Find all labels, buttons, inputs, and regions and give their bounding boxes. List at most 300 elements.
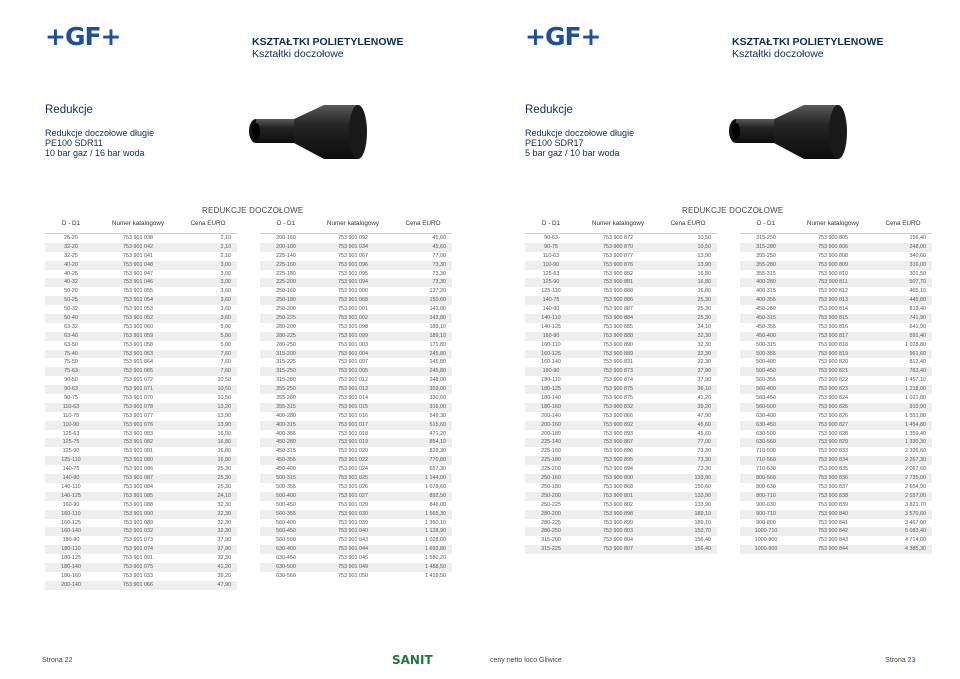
price-cell: 16,80 [217,457,231,464]
table-row [260,536,452,545]
catalog-number-cell: 753 901 074 [123,546,153,553]
table-row [740,438,932,447]
price-cell: 7,60 [220,359,231,366]
catalog-number-cell: 753 901 068 [338,297,368,304]
catalog-number-cell: 753 900 867 [603,439,633,446]
price-cell: 471,20 [429,430,446,437]
catalog-number-cell: 753 901 055 [123,288,153,295]
price-cell: 13,90 [697,261,711,268]
dimension-cell: 560-450 [276,528,296,535]
dimension-cell: 180-110 [541,377,561,384]
catalog-number-cell: 753 900 820 [818,359,848,366]
table-row [525,465,717,474]
dimension-cell: 500-315 [276,475,296,482]
dimension-cell: 1000-900 [754,546,778,553]
table-row [740,287,932,296]
dimension-cell: 315-280 [276,377,296,384]
dimension-cell: 125-90 [542,279,560,286]
catalog-number-cell: 753 900 876 [603,261,633,268]
table-row [260,243,452,252]
table-row [260,323,452,332]
table-row [260,296,452,305]
table-row [740,501,932,510]
price-cell: 5,00 [220,332,231,339]
catalog-number-cell: 753 901 094 [338,279,368,286]
catalog-number-cell: 753 900 835 [818,466,848,473]
dimension-cell: 140-110 [61,483,81,490]
price-cell: 10,50 [697,235,711,241]
dimension-cell: 315-280 [756,243,776,250]
dimension-cell: 75-63 [64,368,78,375]
price-cell: 5 083,40 [905,528,926,535]
price-cell: 1 350,10 [425,519,446,526]
catalog-number-cell: 753 900 822 [818,377,848,384]
dimension-cell: 160-125 [541,350,561,357]
catalog-number-cell: 753 901 039 [338,519,368,526]
price-cell: 16,80 [697,288,711,295]
price-cell: 13,90 [217,421,231,428]
table-row [525,270,717,279]
table-row [525,367,717,376]
price-cell: 7,60 [220,350,231,357]
dimension-cell: 560-450 [756,395,776,402]
price-cell: 245,80 [429,359,446,366]
dimension-cell: 250-160 [276,288,296,295]
table-row [525,261,717,270]
subtitle-line-1: Redukcje doczołowe długie [45,128,155,138]
catalog-number-cell: 753 901 073 [123,537,153,544]
catalog-number-cell: 753 900 826 [818,412,848,419]
catalog-number-cell: 753 901 048 [123,261,153,268]
price-cell: 189,10 [429,323,446,330]
subtitle-line-1: Redukcje doczołowe długie [525,128,635,138]
dimension-cell: 400-355 [756,297,776,304]
catalog-number-cell: 753 901 090 [123,510,153,517]
price-cell: 73,30 [697,448,711,455]
catalog-number-cell: 753 901 001 [338,306,368,313]
catalog-number-cell: 753 901 072 [123,377,153,384]
dimension-cell: 160-90 [62,501,80,508]
dimension-cell: 200-160 [276,235,296,241]
dimension-cell: 40-25 [64,270,78,277]
table-row [260,554,452,563]
dimension-cell: 315-250 [756,235,776,241]
dimension-cell: 630-450 [276,555,296,562]
subtitle-line-3: 5 bar gaz / 10 bar woda [525,148,620,158]
table-row [45,572,237,581]
price-cell: 465,10 [909,288,926,295]
header-subtitle: Kształtki doczołowe [732,48,824,60]
table-row [45,314,237,323]
price-cell: 24,10 [697,323,711,330]
table-row [260,412,452,421]
price-cell: 2 067,60 [905,466,926,473]
price-cell: 32,30 [697,332,711,339]
table-row [740,341,932,350]
dimension-cell: 160-110 [541,341,561,348]
catalog-number-cell: 753 901 053 [123,306,153,313]
table-row [525,438,717,447]
dimension-cell: 63-40 [64,332,78,339]
dimension-cell: 75-40 [64,350,78,357]
price-cell: 189,10 [694,510,711,517]
dimension-cell: 355-280 [756,261,776,268]
dimension-cell: 280-250 [276,341,296,348]
dimension-cell: 225-180 [276,270,296,277]
catalog-number-cell: 753 900 838 [818,492,848,499]
catalog-number-cell: 753 901 040 [338,528,368,535]
catalog-number-cell: 753 900 834 [818,457,848,464]
table-row [45,510,237,519]
dimension-cell: 110-75 [62,412,80,419]
dimension-cell: 180-160 [541,403,561,410]
dimension-cell: 125-110 [541,288,561,295]
table-column-1 [45,214,237,590]
dimension-cell: 40-32 [64,279,78,286]
dimension-cell: 450-280 [276,439,296,446]
price-cell: 1 028,60 [425,537,446,544]
table-row [740,412,932,421]
catalog-number-cell: 753 901 058 [123,341,153,348]
catalog-number-cell: 753 901 050 [338,572,368,579]
table-row [45,545,237,554]
dimension-cell: 180-140 [61,563,81,570]
table-row [740,323,932,332]
table-row [740,332,932,341]
price-cell: 4 714,60 [905,537,926,544]
price-cell: 3,60 [220,315,231,322]
price-cell: 45,60 [697,421,711,428]
catalog-number-cell: 753 901 003 [338,341,368,348]
price-cell: 3,00 [220,261,231,268]
price-cell: 763,40 [909,368,926,375]
catalog-number-cell: 753 900 841 [818,519,848,526]
table-row [45,270,237,279]
dimension-cell: 355-280 [276,395,296,402]
dimension-cell: 1000-710 [754,528,778,535]
price-cell: 25,30 [217,466,231,473]
table-row [260,314,452,323]
table-row [260,332,452,341]
catalog-number-cell: 753 901 087 [123,475,153,482]
table-row [525,314,717,323]
catalog-number-cell: 753 900 872 [603,235,633,241]
catalog-number-cell: 753 901 020 [338,448,368,455]
price-cell: 3,60 [220,288,231,295]
dimension-cell: 180-140 [541,395,561,402]
catalog-number-cell: 753 901 063 [123,350,153,357]
catalog-number-cell: 753 901 041 [123,252,153,259]
reducer-product-image [708,97,858,167]
table-row [45,394,237,403]
dimension-cell: 125-63 [542,270,560,277]
table-column-2 [740,214,932,554]
table-row [45,367,237,376]
gf-logo: +GF+ [45,22,121,51]
price-cell: 37,90 [697,368,711,375]
dimension-cell: 160-125 [61,519,81,526]
dimension-cell: 280-225 [541,519,561,526]
catalog-number-cell: 753 900 874 [603,377,633,384]
table-row [525,545,717,554]
table-row [740,394,932,403]
table-row [740,385,932,394]
table-column-2 [260,214,452,581]
catalog-number-cell: 753 900 840 [818,510,848,517]
dimension-cell: 125-90 [62,448,80,455]
catalog-number-cell: 753 901 097 [338,359,368,366]
price-cell: 248,00 [909,243,926,250]
price-cell: 24,10 [217,492,231,499]
catalog-number-cell: 753 900 815 [818,315,848,322]
table-row [260,234,452,243]
section-title: Redukcje [45,104,93,116]
column-header: Numer katalogowy [111,220,165,227]
table-row [260,252,452,261]
catalog-number-cell: 753 901 004 [338,350,368,357]
table-row [740,234,932,243]
catalog-number-cell: 753 901 024 [338,466,368,473]
dimension-cell: 110-63 [62,403,80,410]
table-row [525,243,717,252]
dimension-cell: 180-90 [542,368,560,375]
column-header: D - D1 [61,220,81,227]
price-cell: 45,60 [697,430,711,437]
gf-logo: +GF+ [525,22,601,51]
dimension-cell: 90-50 [64,377,78,384]
price-cell: 2,10 [220,243,231,250]
catalog-number-cell: 753 900 823 [818,386,848,393]
dimension-cell: 500-355 [756,350,776,357]
dimension-cell: 315-200 [276,350,296,357]
catalog-number-cell: 753 900 810 [818,270,848,277]
price-cell: 133,90 [694,492,711,499]
catalog-number-cell: 753 901 059 [123,332,153,339]
column-header: Numer katalogowy [326,220,380,227]
catalog-number-cell: 753 901 042 [123,243,153,250]
price-cell: 16,00 [217,430,231,437]
price-cell: 73,30 [697,466,711,473]
table-row [525,527,717,536]
dimension-cell: 225-200 [541,466,561,473]
catalog-number-cell: 753 900 825 [818,403,848,410]
table-row [45,287,237,296]
dimension-cell: 315-225 [276,359,296,366]
catalog-number-cell: 753 900 866 [603,412,633,419]
dimension-cell: 450-315 [756,315,776,322]
price-cell: 2 267,30 [905,457,926,464]
catalog-number-cell: 753 900 895 [603,457,633,464]
dimension-cell: 140-110 [541,315,561,322]
dimension-cell: 200-180 [276,243,296,250]
dimension-cell: 560-500 [276,537,296,544]
price-cell: 359,00 [429,386,446,393]
price-cell: 1 078,60 [425,483,446,490]
catalog-number-cell: 753 901 067 [338,252,368,259]
table-header [45,214,237,234]
dimension-cell: 800-560 [756,475,776,482]
dimension-cell: 280-200 [541,510,561,517]
subtitle-line-3: 10 bar gaz / 16 bar woda [45,148,145,158]
dimension-cell: 140-75 [542,297,560,304]
catalog-number-cell: 753 901 014 [338,395,368,402]
price-cell: 1 128,90 [425,528,446,535]
price-cell: 1 565,30 [425,510,446,517]
table-row [45,376,237,385]
dimension-cell: 160-90 [542,332,560,339]
dimension-cell: 140-125 [61,492,81,499]
catalog-number-cell: 753 901 015 [338,403,368,410]
dimension-cell: 63-50 [64,341,78,348]
dimension-cell: 500-355 [276,483,296,490]
table-row [260,438,452,447]
reducer-product-image [228,97,378,167]
price-cell: 1 028,80 [905,341,926,348]
table-row [525,510,717,519]
price-cell: 37,90 [217,546,231,553]
table-row [45,412,237,421]
table-column-1 [525,214,717,554]
catalog-number-cell: 753 901 000 [338,288,368,295]
dimension-cell: 900-800 [756,519,776,526]
price-cell: 25,30 [217,483,231,490]
table-row [45,474,237,483]
table-row [260,465,452,474]
table-row [45,563,237,572]
catalog-number-cell: 753 901 018 [338,430,368,437]
dimension-cell: 450-280 [756,306,776,313]
price-cell: 25,30 [697,306,711,313]
catalog-number-cell: 753 901 019 [338,439,368,446]
price-cell: 961,60 [909,350,926,357]
dimension-cell: 900-710 [756,510,776,517]
table-row [525,305,717,314]
dimension-cell: 250-225 [541,501,561,508]
table-row [525,332,717,341]
table-row [525,456,717,465]
catalog-number-cell: 753 900 806 [818,243,848,250]
catalog-number-cell: 753 900 887 [603,306,633,313]
dimension-cell: 560-355 [276,510,296,517]
price-cell: 13,20 [217,403,231,410]
catalog-number-cell: 753 900 824 [818,395,848,402]
catalog-number-cell: 753 900 804 [603,537,633,544]
catalog-number-cell: 753 900 827 [818,421,848,428]
table-row [260,519,452,528]
price-cell: 73,30 [432,261,446,268]
price-cell: 7,60 [220,368,231,375]
price-cell: 77,00 [432,252,446,259]
sanit-logo: SANIT [392,653,433,667]
table-header [740,214,932,234]
dimension-cell: 630-400 [276,546,296,553]
price-cell: 3,60 [220,306,231,313]
price-cell: 1 551,80 [905,412,926,419]
price-cell: 10,50 [217,395,231,402]
price-cell: 10,50 [697,243,711,250]
table-row [45,296,237,305]
table-row [525,536,717,545]
dimension-cell: 450-355 [276,457,296,464]
price-cell: 32,30 [697,359,711,366]
dimension-cell: 280-250 [541,528,561,535]
catalog-number-cell: 753 900 881 [603,279,633,286]
price-cell: 1 457,10 [905,377,926,384]
page-header [732,36,883,60]
footer-page-number: 23 [907,657,916,664]
dimension-cell: 90-63 [544,235,558,241]
price-cell: 515,60 [429,421,446,428]
dimension-cell: 560-500 [756,403,776,410]
table-row [525,474,717,483]
catalog-number-cell: 753 901 030 [338,510,368,517]
table-row [740,456,932,465]
dimension-cell: 630-400 [756,412,776,419]
table-row [45,252,237,261]
catalog-number-cell: 753 901 034 [338,243,368,250]
table-row [525,287,717,296]
dimension-cell: 140-75 [62,466,80,473]
catalog-number-cell: 753 901 033 [123,572,153,579]
table-row [740,465,932,474]
price-cell: 507,70 [909,279,926,286]
dimension-cell: 40-20 [64,261,78,268]
table-row [525,278,717,287]
price-cell: 2 557,00 [905,492,926,499]
catalog-number-cell: 753 901 089 [123,519,153,526]
table-row [260,510,452,519]
table-row [45,421,237,430]
catalog-number-cell: 753 901 043 [338,537,368,544]
dimension-cell: 560-400 [756,386,776,393]
catalog-number-cell: 753 900 828 [818,430,848,437]
catalog-number-cell: 753 901 060 [123,323,153,330]
catalog-number-cell: 753 900 821 [818,368,848,375]
table-row [260,305,452,314]
price-cell: 47,90 [217,581,231,588]
table-title: REDUKCJE DOCZOŁOWE [682,206,784,215]
catalog-number-cell: 753 901 049 [338,563,368,570]
price-cell: 2,10 [220,252,231,259]
price-cell: 13,90 [697,252,711,259]
price-cell: 2 326,60 [905,448,926,455]
catalog-number-cell: 753 901 022 [338,457,368,464]
price-cell: 549,30 [429,412,446,419]
table-row [45,385,237,394]
table-row [740,519,932,528]
table-row [260,270,452,279]
catalog-number-cell: 753 901 096 [338,261,368,268]
catalog-number-cell: 753 901 066 [123,581,153,588]
table-row [525,234,717,243]
catalog-number-cell: 753 900 814 [818,306,848,313]
dimension-cell: 500-400 [276,492,296,499]
price-cell: 32,30 [217,555,231,562]
dimension-cell: 25-20 [64,235,78,241]
dimension-cell: 355-250 [756,252,776,259]
catalog-number-cell: 753 900 888 [603,332,633,339]
catalog-number-cell: 753 900 842 [818,528,848,535]
price-cell: 3 467,00 [905,519,926,526]
price-cell: 13,90 [217,412,231,419]
subtitle-line-2: PE100 SDR17 [525,138,584,148]
price-cell: 73,30 [697,457,711,464]
price-cell: 301,50 [909,270,926,277]
table-row [45,527,237,536]
price-cell: 1 454,80 [905,421,926,428]
table-row [740,527,932,536]
price-cell: 47,90 [697,412,711,419]
